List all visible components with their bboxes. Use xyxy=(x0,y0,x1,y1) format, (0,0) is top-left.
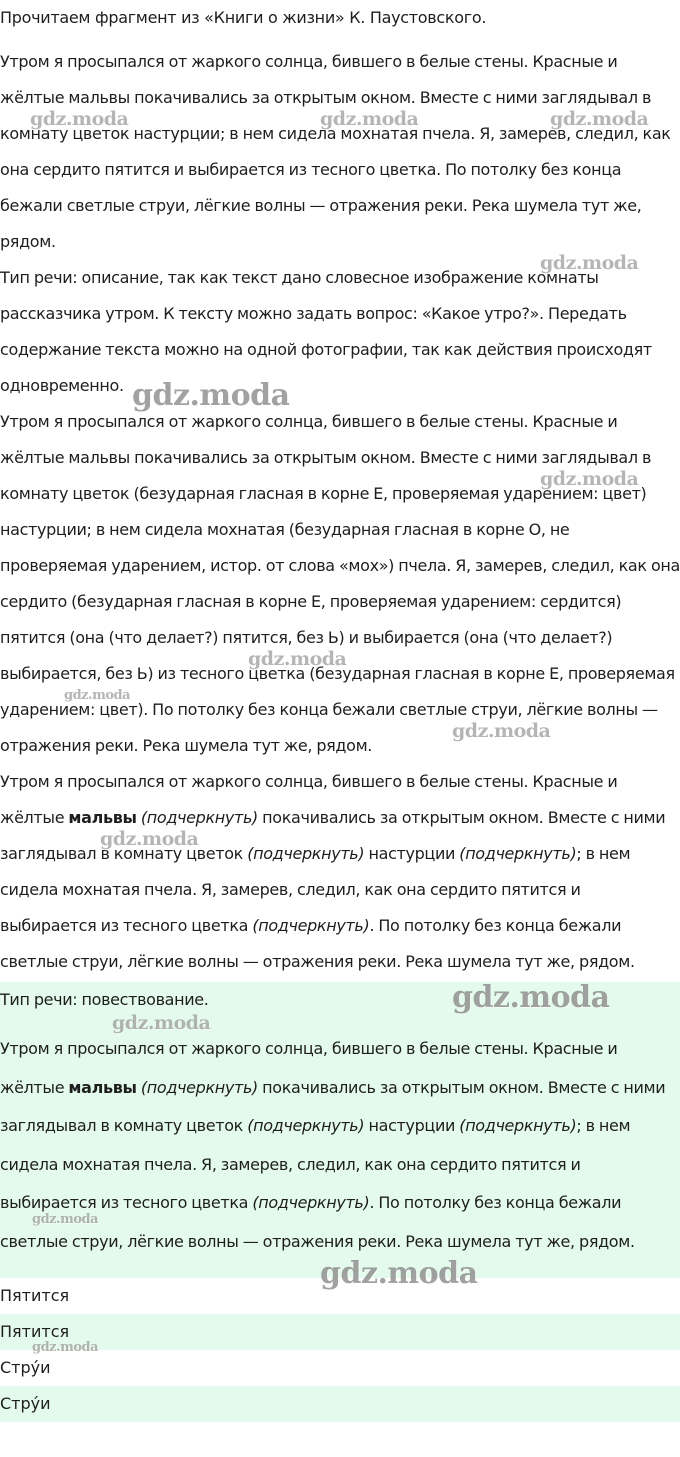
note-underline: (подчеркнуть) xyxy=(252,1193,370,1212)
watermark: gdz.moda xyxy=(32,1340,99,1355)
watermark: gdz.moda xyxy=(64,688,131,703)
text-fragment: Утром я просыпался от жаркого солнца, бившего в белые стены. Красные и жёлтые xyxy=(0,1039,618,1097)
watermark: gdz.moda xyxy=(32,1212,99,1227)
watermark: gdz.moda xyxy=(452,720,551,742)
answer-row-highlighted: Стру́и xyxy=(0,1386,680,1422)
note-underline: (подчеркнуть) xyxy=(459,844,577,863)
excerpt-underlined-copy xyxy=(0,1030,680,1261)
excerpt-annotated: Утром я просыпался от жаркого солнца, бившего в белые стены. Красные и жёлтые мальвы покачивались за открытым окном. Вместе с ними заглядывал в комнату цветок (безударная гласная в корне Е, проверяемая ударением: цвет) настурции; в нем сидела мохнатая (безударная гласная в корне О, не проверяемая ударением, истор. от слова «мох») пчела. Я, замерев, следил, как она сердито (безударная гласная в корне Е, проверяемая ударением: сердится) пятится (она (что делает?) пятится, без Ь) и выбирается (она (что делает?) выбирается, без Ь) из тесного цветка (безударная гласная в корне Е, проверяемая ударением: цвет). По потолку без конца бежали светлые струи, лёгкие волны — отражения реки. Река шумела тут же, рядом. xyxy=(0,412,680,755)
text-fragment: ; в нем сидела мохнатая пчела. Я, замерев, следил, как она сердито пятится и выбирается из тесного цветка xyxy=(0,844,631,935)
watermark: gdz.moda xyxy=(540,468,639,490)
watermark: gdz.moda xyxy=(550,108,649,130)
watermark: gdz.moda xyxy=(320,1256,478,1291)
answer-row: Пятится xyxy=(0,1286,70,1305)
text-fragment: покачивались за открытым окном. Вместе с ними заглядывал в комнату цветок xyxy=(0,808,666,863)
text-fragment: настурции xyxy=(364,1116,460,1135)
text-fragment: ; в нем сидела мохнатая пчела. Я, замерев, следил, как она сердито пятится и выбирается из тесного цветка xyxy=(0,1116,631,1212)
watermark: gdz.moda xyxy=(452,980,610,1015)
watermark: gdz.moda xyxy=(30,108,129,130)
bold-word: мальвы xyxy=(68,1077,137,1097)
answer-row: Стру́и xyxy=(0,1358,51,1377)
excerpt-original: Утром я просыпался от жаркого солнца, бившего в белые стены. Красные и жёлтые мальвы покачивались за открытым окном. Вместе с ними заглядывал в комнату цветок настурции; в нем сидела мохнатая пчела. Я, замерев, следил, как она сердито пятится и выбирается из тесного цветка. По потолку без конца бежали светлые струи, лёгкие волны — отражения реки. Река шумела тут же, рядом. xyxy=(0,52,671,251)
text-fragment: покачивались за открытым окном. Вместе с ними заглядывал в комнату цветок xyxy=(0,1077,666,1135)
note-underline: (подчеркнуть) xyxy=(140,808,258,827)
note-underline: (подчеркнуть) xyxy=(252,916,370,935)
watermark: gdz.moda xyxy=(248,648,347,670)
watermark: gdz.moda xyxy=(112,1012,211,1034)
watermark: gdz.moda xyxy=(132,378,290,413)
speech-type-description: Тип речи: описание, так как текст дано словесное изображение комнаты рассказчика утром. К тексту можно задать вопрос: «Какое утро?». Передать содержание текста можно на одной фотографии, так как действия происходят одновременно. xyxy=(0,268,652,395)
watermark: gdz.moda xyxy=(100,828,199,850)
answer-row-highlighted: Пятится xyxy=(0,1314,680,1350)
text-fragment: настурции xyxy=(364,844,460,863)
note-underline: (подчеркнуть) xyxy=(247,844,365,863)
intro-text: Прочитаем фрагмент из «Книги о жизни» К. Паустовского. xyxy=(0,8,487,27)
note-underline: (подчеркнуть) xyxy=(247,1116,365,1135)
watermark: gdz.moda xyxy=(540,252,639,274)
note-underline: (подчеркнуть) xyxy=(140,1077,258,1097)
answer-crop xyxy=(0,1010,680,1278)
excerpt-underlined xyxy=(0,764,680,980)
text-fragment: Утром я просыпался от жаркого солнца, бившего в белые стены. Красные и жёлтые xyxy=(0,772,618,827)
text-fragment: . По потолку без конца бежали светлые струи, лёгкие волны — отражения реки. Река шумела тут же, рядом. xyxy=(0,916,635,971)
bold-word: мальвы xyxy=(68,808,137,827)
watermark: gdz.moda xyxy=(320,108,419,130)
text-fragment: . По потолку без конца бежали светлые струи, лёгкие волны — отражения реки. Река шумела тут же, рядом. xyxy=(0,1193,635,1251)
note-underline: (подчеркнуть) xyxy=(459,1116,577,1135)
speech-type-narration: Тип речи: повествование. xyxy=(0,990,209,1009)
